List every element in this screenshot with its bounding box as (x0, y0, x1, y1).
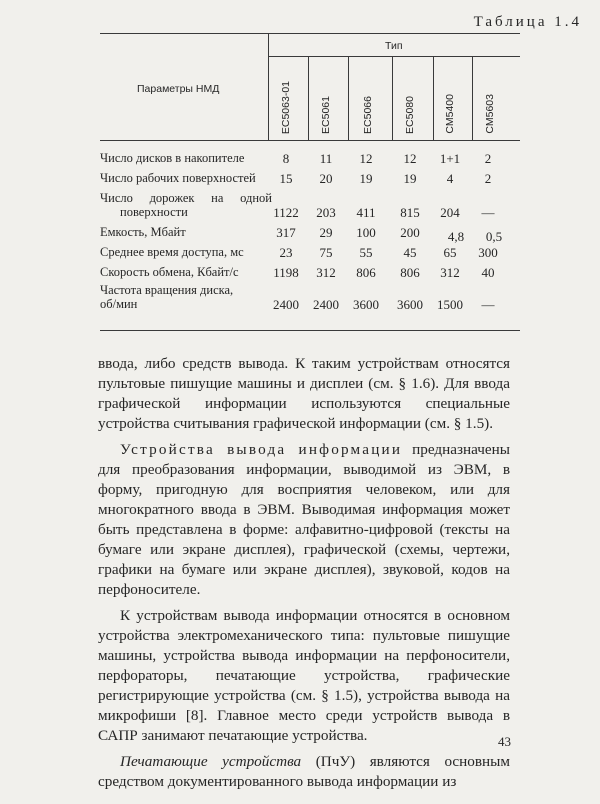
table-cell: 75 (319, 245, 333, 260)
param-column-rule (268, 33, 269, 141)
table-cell: 15 (279, 171, 293, 186)
term: Печатающие устройства (120, 753, 302, 770)
table-cell: 2400 (273, 297, 299, 312)
table-cell: 815 (400, 205, 420, 220)
col-rule-2 (348, 56, 349, 141)
table-cell: 100 (356, 225, 376, 240)
table-cell: 29 (319, 225, 333, 240)
table-cell: 40 (481, 265, 495, 280)
paragraph: ввода, либо средств вывода. К таким устройствам относятся пультовые пишущие машины и дисплеи (см. § 1.6). Для ввода графической информации используются специальные устройства считывания графической информации (см. § 1.5). (98, 355, 510, 432)
table-cell: 806 (356, 265, 376, 280)
table-cell: 2 (484, 171, 492, 186)
term: Устройства вывода информации (120, 441, 403, 458)
table-cell: 1122 (273, 205, 299, 220)
table-cell: 2400 (313, 297, 339, 312)
table-cell: 3600 (397, 297, 423, 312)
param-header: Параметры НМД (137, 83, 220, 95)
row-label-line: об/мин (100, 297, 138, 311)
col-rule-5 (472, 56, 473, 141)
table-cell: 4 (446, 171, 454, 186)
table-cell: 0,5 (485, 229, 503, 244)
table-cell: 55 (359, 245, 373, 260)
row-label: Число дисков в накопителе (100, 151, 245, 165)
table-cell: 12 (403, 151, 417, 166)
table-cell: 45 (403, 245, 417, 260)
column-header: ЕС5080 (404, 96, 416, 134)
row-label: Скорость обмена, Кбайт/с (100, 265, 239, 279)
table-cell: 20 (319, 171, 333, 186)
table-cell: 203 (316, 205, 336, 220)
table-cell: 204 (440, 205, 460, 220)
table-top-rule (100, 33, 520, 34)
table-cell: 65 (443, 245, 457, 260)
column-header: ЕС5061 (320, 96, 332, 134)
page-number: 43 (498, 734, 511, 749)
paragraph (98, 440, 510, 600)
row-label (100, 283, 272, 311)
table-caption: Таблица 1.4 (473, 14, 582, 30)
type-header-rule (268, 56, 520, 57)
table-cell: 1+1 (439, 151, 461, 166)
table-cell: 2 (484, 151, 492, 166)
row-label: Число рабочих поверхностей (100, 171, 256, 185)
table-cell: 19 (403, 171, 417, 186)
row-label-line: Частота вращения диска, (100, 283, 234, 297)
col-rule-3 (392, 56, 393, 141)
column-header: ЕС5063-01 (280, 80, 292, 134)
body-text (98, 354, 510, 792)
table-cell: 12 (359, 151, 373, 166)
paragraph (98, 752, 510, 792)
table-cell: 8 (282, 151, 290, 166)
paragraph: К устройствам вывода информации относятся в основном устройства электромеханического типа: пультовые пишущие машины, устройства вывода информации на перфоносители, перфораторы, печатающие устройства, графические регистрирующие устройства (см. § 1.5), устройства вывода на микрофиши [8]. Главное место среди устройств вывода в САПР занимают печатающие устройства. (98, 607, 510, 744)
table-cell: 411 (356, 205, 376, 220)
table-bottom-rule (100, 330, 520, 331)
table-cell: 1500 (437, 297, 463, 312)
col-rule-1 (308, 56, 309, 141)
table-cell: 312 (440, 265, 460, 280)
paragraph-rest: (ПчУ) являются основным средством документированного вывода информации из (98, 753, 510, 790)
table-cell: 11 (319, 151, 333, 166)
paragraph-rest: предназначены для преобразования информации, выводимой из ЭВМ, в форму, пригодную для восприятия человеком, или для многократного ввода в ЭВМ. Выводимая информация может быть представлена в форме: алфавитно-цифровой (тексты на бумаге или экране дисплея), графической (схемы, чертежи, графики на бумаге или экране дисплея), звуковой, кодов на перфоносителе. (98, 441, 510, 598)
row-label: Емкость, Мбайт (100, 225, 186, 239)
table-cell: — (481, 205, 495, 220)
column-header: ЕС5066 (362, 96, 374, 134)
column-header: СМ5400 (444, 94, 456, 134)
table-cell: 3600 (353, 297, 379, 312)
table-cell: 806 (400, 265, 420, 280)
table-cell: 4,8 (447, 229, 465, 244)
table-cell: 317 (276, 225, 296, 240)
table-cell: 1198 (273, 265, 299, 280)
table-cell: 300 (478, 245, 498, 260)
col-rule-4 (433, 56, 434, 141)
row-label (100, 191, 272, 219)
column-header: СМ5603 (484, 94, 496, 134)
row-label-line: Число дорожек на одной (100, 191, 272, 205)
table-cell: 200 (400, 225, 420, 240)
type-header: Тип (385, 40, 403, 52)
table-cell: — (481, 297, 495, 312)
table-cell: 19 (359, 171, 373, 186)
row-label: Среднее время доступа, мс (100, 245, 244, 259)
header-bottom-rule (100, 140, 520, 141)
row-label-line: поверхности (120, 205, 188, 219)
table-cell: 312 (316, 265, 336, 280)
table-cell: 23 (279, 245, 293, 260)
